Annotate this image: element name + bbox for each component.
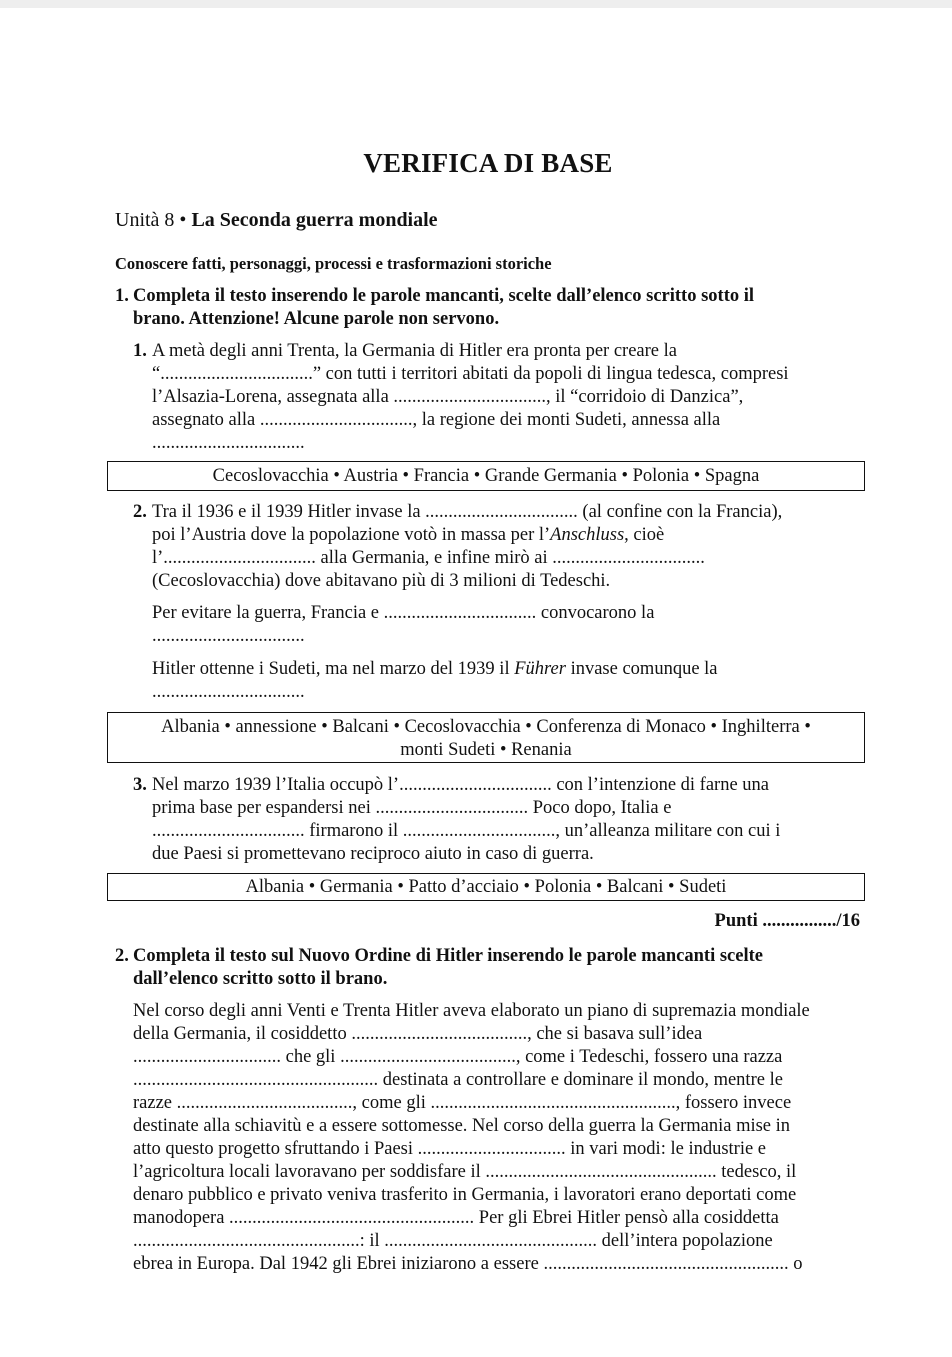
part2-anschluss: Anschluss bbox=[550, 525, 625, 545]
section-subheading: Conoscere fatti, personaggi, processi e trasformazioni storiche bbox=[115, 254, 552, 273]
part2-line: Tra il 1936 e il 1939 Hitler invase la ................................. (al confine con la Francia), bbox=[152, 502, 783, 522]
exercise2-line: ebrea in Europa. Dal 1942 gli Ebrei iniziarono a essere ..................................................... o bbox=[133, 1254, 803, 1274]
part2-line: Per evitare la guerra, Francia e ................................. convocarono la bbox=[152, 603, 655, 623]
exercise1-instruction bbox=[133, 285, 754, 331]
exercise2-heading bbox=[115, 945, 835, 991]
part2-paragraph-b bbox=[152, 602, 654, 648]
part3-line: due Paesi si promettevano reciproco aiuto in caso di guerra. bbox=[152, 844, 594, 864]
exercise2-line: Nel corso degli anni Venti e Trenta Hitler aveva elaborato un piano di supremazia mondiale bbox=[133, 1001, 810, 1021]
part2-line bbox=[152, 524, 782, 547]
part3-word-bank bbox=[107, 873, 865, 901]
exercise1-part2 bbox=[133, 501, 783, 593]
exercise2-line: razze ......................................, come gli ....................................................., fossero invece bbox=[133, 1093, 792, 1113]
part3-word-bank-text: Albania • Germania • Patto d’acciaio • Polonia • Balcani • Sudeti bbox=[245, 877, 727, 897]
exercise1-heading bbox=[115, 285, 835, 331]
part2-line: ................................. bbox=[152, 682, 305, 702]
part2-line-text: poi l’Austria dove la popolazione votò in massa per l’ bbox=[152, 525, 551, 545]
part2-line-text: invase comunque la bbox=[565, 659, 718, 679]
exercise2-instruction-line: Completa il testo sul Nuovo Ordine di Hitler inserendo le parole mancanti scelte bbox=[133, 946, 763, 966]
exercise2-instruction bbox=[133, 945, 763, 991]
part3-number: 3. bbox=[133, 775, 147, 795]
part2-line bbox=[152, 658, 718, 681]
part2-word-bank bbox=[107, 712, 865, 763]
unit-prefix: Unità 8 • bbox=[115, 209, 192, 231]
exercise1-part3 bbox=[133, 774, 781, 866]
unit-heading bbox=[115, 209, 438, 232]
exercise2-line: l’agricoltura locali lavoravano per soddisfare il .................................................. tedesco, il bbox=[133, 1162, 797, 1182]
part1-line: assegnato alla ................................., la regione dei monti Sudeti, annessa alla bbox=[152, 410, 721, 430]
exercise2-line: ..................................................... destinata a controllare e dominare il mondo, mentre le bbox=[133, 1070, 783, 1090]
part1-number: 1. bbox=[133, 341, 147, 361]
exercise2-line: destinate alla schiavitù e a essere sottomesse. Nel corso della guerra la Germania mise in bbox=[133, 1116, 791, 1136]
part1-line: ................................. bbox=[152, 433, 305, 453]
part2-number: 2. bbox=[133, 502, 147, 522]
part2-fuhrer: Führer bbox=[514, 659, 566, 679]
exercise2-line: denaro pubblico e privato veniva trasferito in Germania, i lavoratori erano deportati come bbox=[133, 1185, 797, 1205]
exercise2-line: della Germania, il cosiddetto ......................................, che si basava sull’idea bbox=[133, 1024, 703, 1044]
part1-word-bank bbox=[107, 461, 865, 491]
part3-line: prima base per espandersi nei ................................. Poco dopo, Italia e bbox=[152, 798, 672, 818]
exercise2-text bbox=[133, 1000, 810, 1276]
part2-line: ................................. bbox=[152, 626, 305, 646]
part1-line: l’Alsazia-Lorena, assegnata alla ................................., il “corridoio di Danzica”, bbox=[152, 387, 744, 407]
exercise1-instruction-line: brano. Attenzione! Alcune parole non servono. bbox=[133, 309, 500, 329]
exercise2-instruction-line: dall’elenco scritto sotto il brano. bbox=[133, 969, 388, 989]
part2-line: l’................................. alla Germania, e infine mirò ai ................................. bbox=[152, 548, 705, 568]
exercise1-points: Punti ................/16 bbox=[714, 911, 860, 931]
part2-word-bank-line: monti Sudeti • Renania bbox=[400, 740, 572, 760]
part3-line: Nel marzo 1939 l’Italia occupò l’................................. con l’intenzione di farne una bbox=[152, 775, 769, 795]
exercise2-line: ................................ che gli ......................................, come i Tedeschi, fossero una razza bbox=[133, 1047, 783, 1067]
unit-name: La Seconda guerra mondiale bbox=[191, 209, 438, 231]
part2-line-text: , cioè bbox=[624, 525, 665, 545]
part2-word-bank-line: Albania • annessione • Balcani • Cecoslovacchia • Conferenza di Monaco • Inghilterra • bbox=[161, 717, 811, 737]
exercise1-part1 bbox=[133, 340, 789, 455]
part2-paragraph-c bbox=[152, 658, 718, 704]
exercise2-number: 2. bbox=[115, 946, 129, 966]
part3-line: ................................. firmarono il ................................., un’alleanza militare con cui i bbox=[152, 821, 781, 841]
exercise2-line: .................................................: il .............................................. dell’intera popolazione bbox=[133, 1231, 773, 1251]
part1-word-bank-text: Cecoslovacchia • Austria • Francia • Grande Germania • Polonia • Spagna bbox=[212, 466, 760, 486]
part1-line: A metà degli anni Trenta, la Germania di Hitler era pronta per creare la bbox=[152, 341, 677, 361]
part2-line: (Cecoslovacchia) dove abitavano più di 3 milioni di Tedeschi. bbox=[152, 571, 611, 591]
page-title: VERIFICA DI BASE bbox=[363, 148, 613, 178]
exercise1-instruction-line: Completa il testo inserendo le parole mancanti, scelte dall’elenco scritto sotto il bbox=[133, 286, 755, 306]
part2-line-text: Hitler ottenne i Sudeti, ma nel marzo del 1939 il bbox=[152, 659, 515, 679]
exercise2-line: manodopera ..................................................... Per gli Ebrei Hitler pensò alla cosiddetta bbox=[133, 1208, 779, 1228]
part1-line: “.................................” con tutti i territori abitati da popoli di lingua tedesca, compresi bbox=[152, 364, 789, 384]
exercise1-number: 1. bbox=[115, 286, 129, 306]
exercise2-line: atto questo progetto sfruttando i Paesi ................................ in vari modi: le industrie e bbox=[133, 1139, 767, 1159]
